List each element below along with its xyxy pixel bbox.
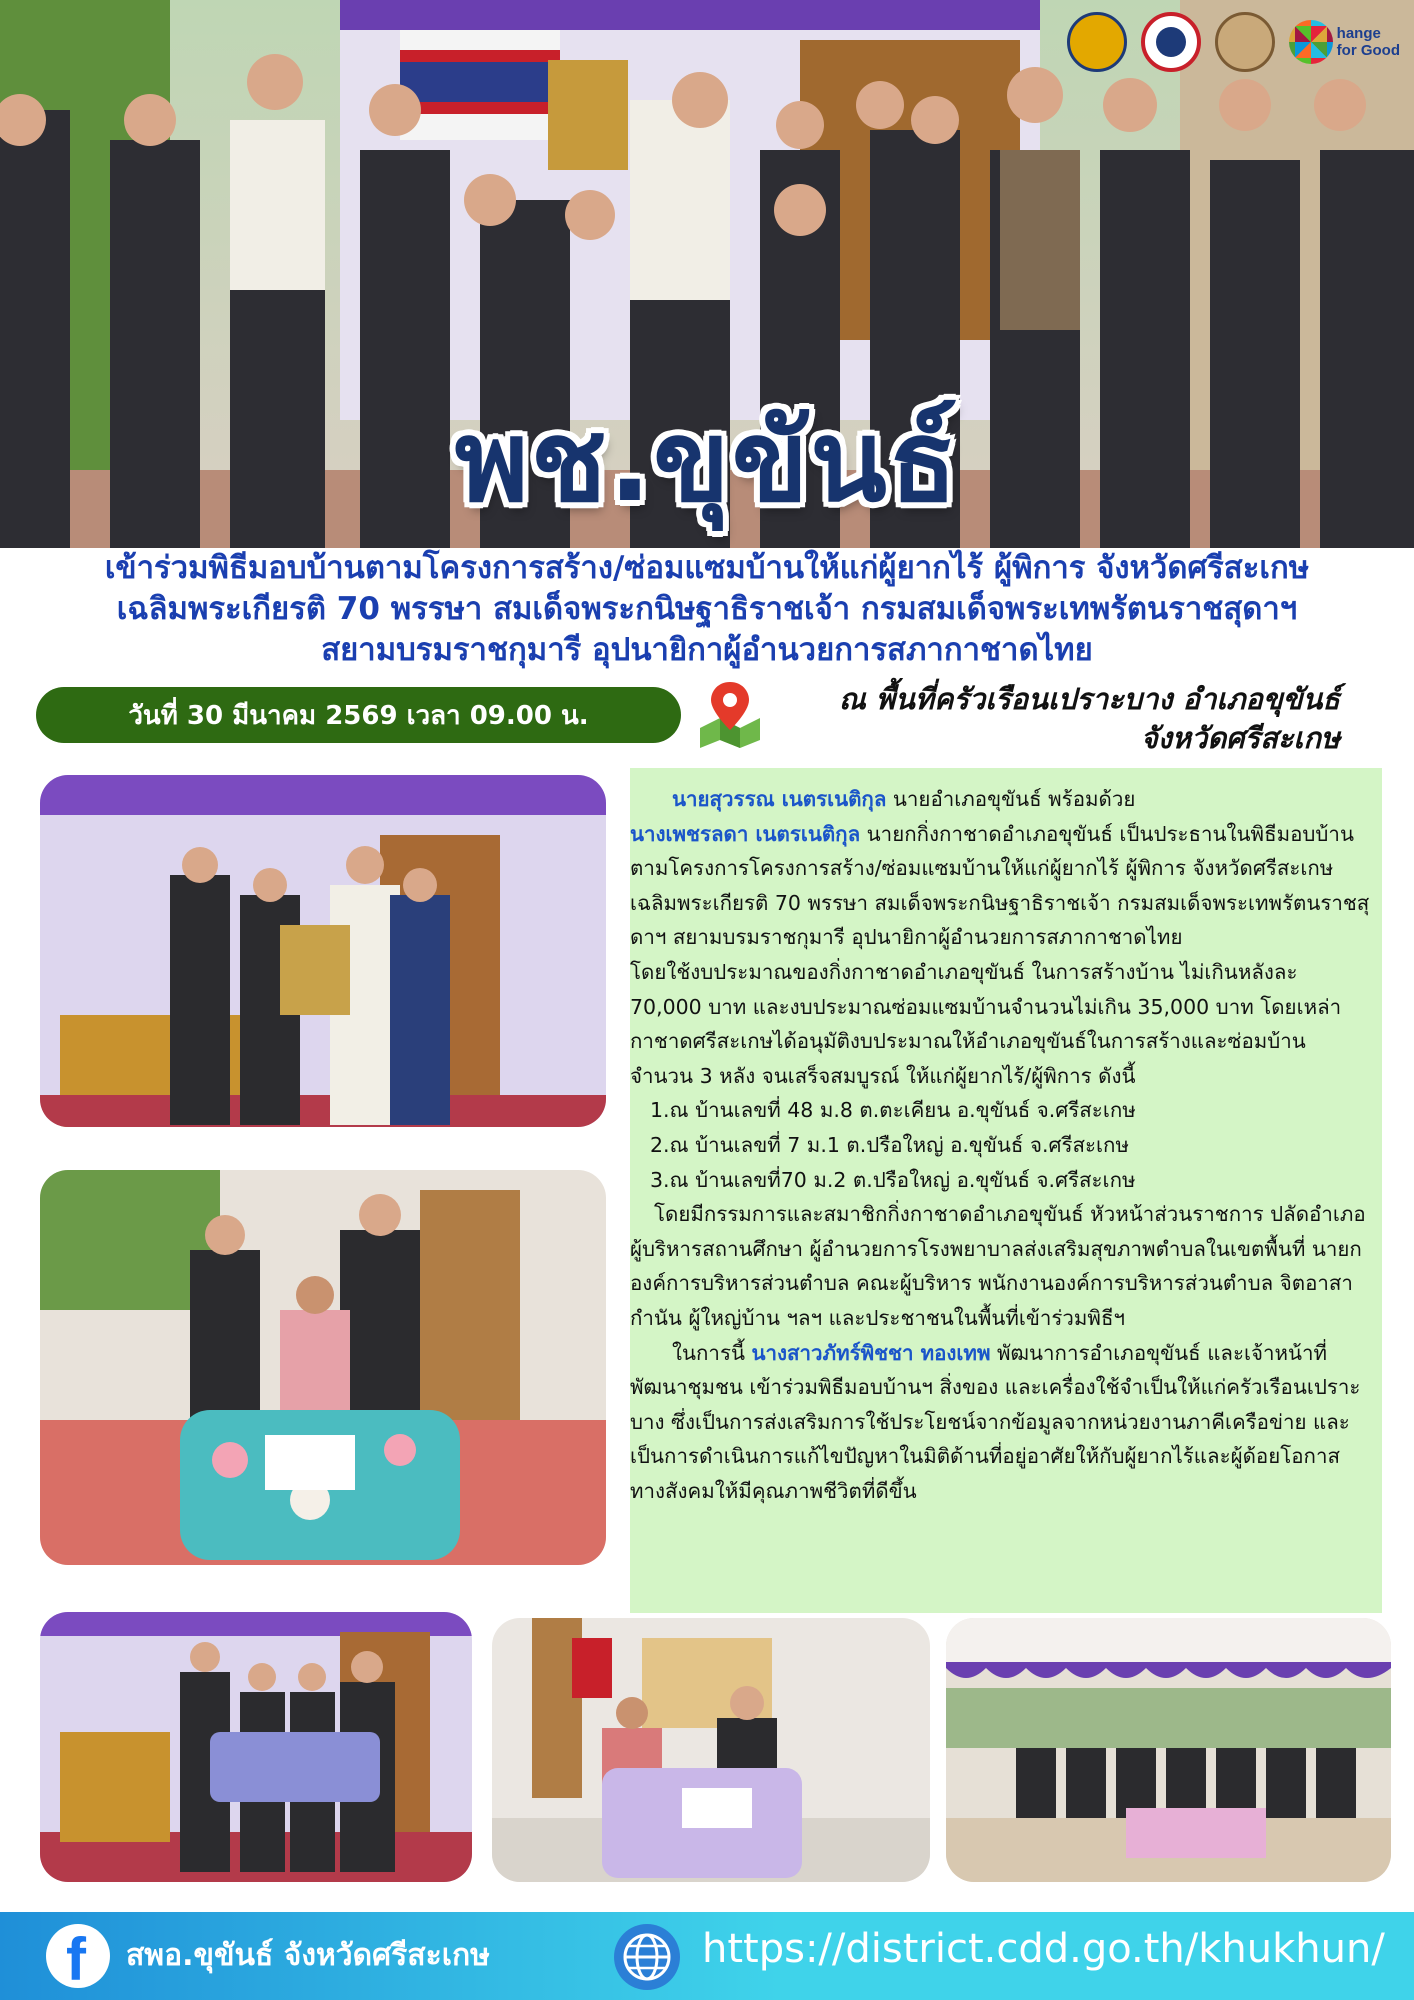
globe-icon[interactable] (614, 1924, 680, 1990)
bedding-handover-photo (40, 1170, 606, 1565)
subtitle-line: เข้าร่วมพิธีมอบบ้านตามโครงการสร้าง/ซ่อมแซมบ้านให้แก่ผู้ยากไร้ ผู้พิการ จังหวัดศรีสะเกษ (104, 550, 1310, 586)
article-paragraph: ในการนี้ นางสาวภัทร์พิชชา ทองเทพ พัฒนาการอำเภอขุขันธ์ และเจ้าหน้าที่พัฒนาชุมชน เข้าร่วมพิธีมอบบ้านฯ สิ่งของ และเครื่องใช้จำเป็นให้แก่ครัวเรือนเปราะบาง ซึ่งเป็นการส่งเสริมการใช้ประโยชน์จากข้อมูลจากหน่วยงานภาคีเครือข่าย และเป็นการดำเนินการแก้ไขปัญหาในมิติด้านที่อยู่อาศัยให้กับผู้ยากไร้และผู้ด้อยโอกาสทางสังคมให้มีคุณภาพชีวิตที่ดีขึ้น (630, 1340, 1361, 1503)
cdd-logo (1141, 12, 1201, 72)
article-paragraph: โดยใช้งบประมาณของกิ่งกาชาดอำเภอขุขันธ์ ในการสร้างบ้าน ไม่เกินหลังละ 70,000 บาท และงบประมาณซ่อมแซมบ้านจำนวนไม่เกิน 35,000 บาท โดยเหล่ากาชาดศรีสะเกษได้อนุมัติงบประมาณให้อำเภอขุขันธ์ในการสร้างและซ่อมบ้าน จำนวน 3 หลัง จนเสร็จสมบูรณ์ ให้แก่ผู้ยากไร้/ผู้พิการ ดังนี้ (630, 959, 1342, 1088)
map-pin-icon (694, 678, 766, 750)
person-name: นางเพชรลดา เนตรเนติกุล (630, 821, 861, 846)
page-title: พช.ขุขันธ์ (454, 397, 960, 527)
article-body (630, 768, 1382, 1613)
seated-recipients-photo (492, 1618, 930, 1882)
facebook-icon[interactable]: f (46, 1924, 110, 1988)
sdg-wheel-icon (1289, 20, 1333, 64)
footer-bar (0, 1912, 1414, 2000)
change-for-good-logo: hange for Good (1289, 20, 1400, 64)
event-place: ณ พื้นที่ครัวเรือนเปราะบาง อำเภอขุขันธ์ จังหวัดศรีสะเกษ (838, 682, 1340, 755)
event-date: วันที่ 30 มีนาคม 2569 เวลา 09.00 น. (36, 687, 681, 743)
address-item: 3.ณ บ้านเลขที่70 ม.2 ต.ปรือใหญ่ อ.ขุขันธ์ จ.ศรีสะเกษ (650, 1167, 1136, 1192)
address-item: 2.ณ บ้านเลขที่ 7 ม.1 ต.ปรือใหญ่ อ.ขุขันธ์ จ.ศรีสะเกษ (650, 1132, 1129, 1157)
article-paragraph: นายสุวรรณ เนตรเนติกุล นายอำเภอขุขันธ์ พร้อมด้วย นางเพชรลดา เนตรเนติกุล นายกกิ่งกาชาดอำเภอขุขันธ์ เป็นประธานในพิธีมอบบ้านตามโครงการโครงการสร้าง/ซ่อมแซมบ้านให้แก่ผู้ยากไร้ ผู้พิการ จังหวัดศรีสะเกษ เฉลิมพระเกียรติ 70 พรรษา สมเด็จพระกนิษฐาธิราชเจ้า กรมสมเด็จพระเทพรัตนราชสุดาฯ สยามบรมราชกุมารี อุปนายิกาผู้อำนวยการสภากาชาดไทย (630, 787, 1370, 950)
facebook-page-link[interactable]: สพอ.ขุขันธ์ จังหวัดศรีสะเกษ (126, 1938, 490, 1973)
logo-strip (1067, 12, 1400, 72)
audience-tent-photo (946, 1618, 1391, 1882)
ceremony-photo-portrait (40, 775, 606, 1127)
website-link[interactable]: https://district.cdd.go.th/khukhun/ (702, 1926, 1385, 1972)
article-paragraph: โดยมีกรรมการและสมาชิกกิ่งกาชาดอำเภอขุขันธ์ หัวหน้าส่วนราชการ ปลัดอำเภอ ผู้บริหารสถานศึกษา ผู้อำนวยการโรงพยาบาลส่งเสริมสุขภาพตำบลในเขตพื้นที่ นายกองค์การบริหารส่วนตำบล คณะผู้บริหาร พนักงานองค์การบริหารส่วนตำบล จิตอาสา กำนัน ผู้ใหญ่บ้าน ฯลฯ และประชาชนในพื้นที่เข้าร่วมพิธีฯ (630, 1202, 1366, 1330)
subtitle-line: เฉลิมพระเกียรติ 70 พรรษา สมเด็จพระกนิษฐาธิราชเจ้า กรมสมเด็จพระเทพรัตนราชสุดาฯ (116, 591, 1298, 627)
subtitle-line: สยามบรมราชกุมารี อุปนายิกาผู้อำนวยการสภากาชาดไทย (321, 632, 1093, 668)
address-item: 1.ณ บ้านเลขที่ 48 ม.8 ต.ตะเคียน อ.ขุขันธ์ จ.ศรีสะเกษ (650, 1098, 1136, 1123)
person-name: นางสาวภัทร์พิชชา ทองเทพ (751, 1340, 991, 1365)
interior-ministry-logo (1067, 12, 1127, 72)
person-name: นายสุวรรณ เนตรเนติกุล (672, 787, 887, 811)
group-photo-bedding (40, 1612, 472, 1882)
event-subtitle (40, 548, 1374, 671)
province-seal-logo (1215, 12, 1275, 72)
